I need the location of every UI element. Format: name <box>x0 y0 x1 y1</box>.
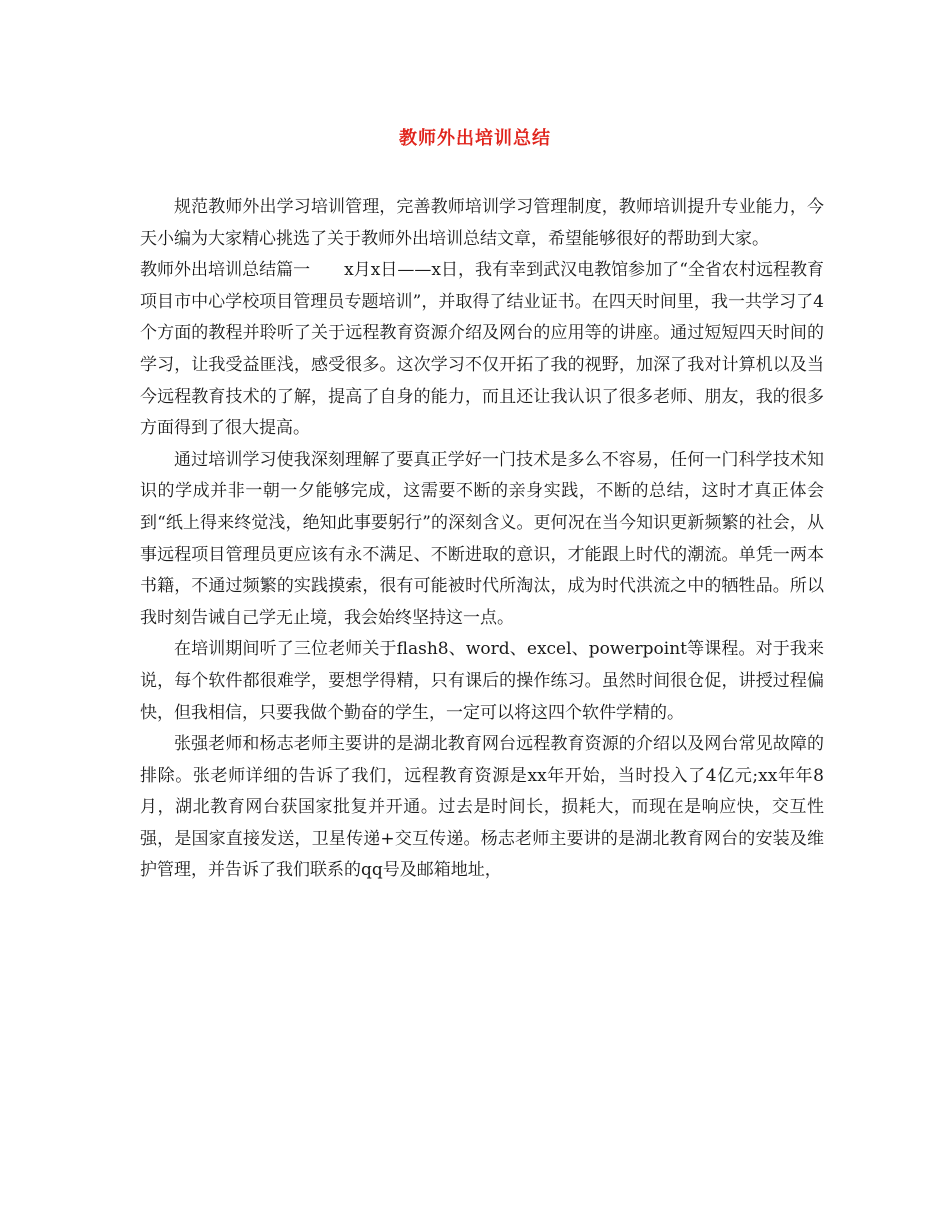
body-paragraph-4: 张强老师和杨志老师主要讲的是湖北教育网台远程教育资源的介绍以及网台常见故障的排除。张老师详细的告诉了我们，远程教育资源是xx年开始，当时投入了4亿元;xx年年8月，湖北教育网台获国家批复并开通。过去是时间长，损耗大，而现在是响应快，交互性强，是国家直接发送，卫星传递+交互传递。杨志老师主要讲的是湖北教育网台的安装及维护管理，并告诉了我们联系的qq号及邮箱地址， <box>140 734 824 881</box>
body-paragraph-3: 在培训期间听了三位老师关于flash8、word、excel、powerpoint等课程。对于我来说，每个软件都很难学，要想学得精，只有课后的操作练习。虽然时间很仓促，讲授过程偏快，但我相信，只要我做个勤奋的学生，一定可以将这四个软件学精的。 <box>140 639 824 723</box>
body-paragraph-2: 通过培训学习使我深刻理解了要真正学好一门技术是多么不容易，任何一门科学技术知识的学成并非一朝一夕能够完成，这需要不断的亲身实践，不断的总结，这时才真正体会到“纸上得来终觉浅，绝知此事要躬行”的深刻含义。更何况在当今知识更新频繁的社会，从事远程项目管理员更应该有永不满足、不断进取的意识，才能跟上时代的潮流。单凭一两本书籍，不通过频繁的实践摸索，很有可能被时代所淘汰，成为时代洪流之中的牺牲品。所以我时刻告诫自己学无止境，我会始终坚持这一点。 <box>140 449 824 628</box>
document-body <box>140 192 824 887</box>
document-title: 教师外出培训总结 <box>399 128 551 149</box>
intro-paragraph: 规范教师外出学习培训管理，完善教师培训学习管理制度，教师培训提升专业能力，今天小编为大家精心挑选了关于教师外出培训总结文章，希望能够很好的帮助到大家。 <box>140 197 824 249</box>
body-paragraph-1: 教师外出培训总结篇一 x月x日——x日，我有幸到武汉电教馆参加了“全省农村远程教育项目市中心学校项目管理员专题培训”，并取得了结业证书。在四天时间里，我一共学习了4个方面的教程并聆听了关于远程教育资源介绍及网台的应用等的讲座。通过短短四天时间的学习，让我受益匪浅，感受很多。这次学习不仅开拓了我的视野，加深了我对计算机以及当今远程教育技术的了解，提高了自身的能力，而且还让我认识了很多老师、朋友，我的很多方面得到了很大提高。 <box>140 260 824 439</box>
